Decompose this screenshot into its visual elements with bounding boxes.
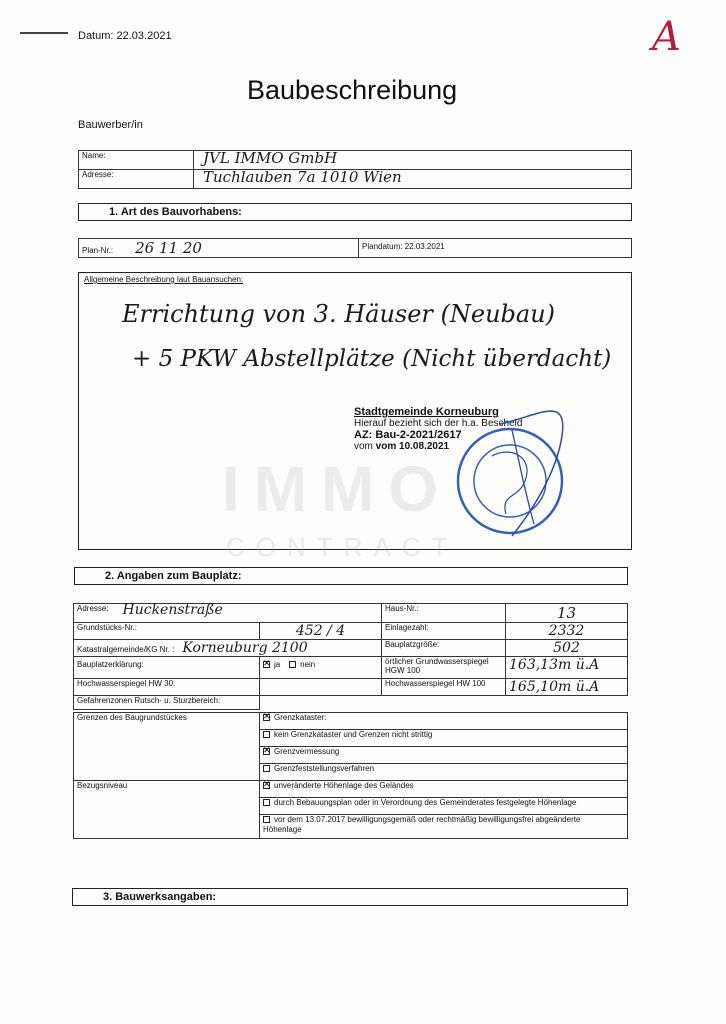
section-2-header: 2. Angaben zum Bauplatz: [74,567,628,585]
plan-value: 26 11 20 [135,239,202,257]
stamp-line-4: vom vom 10.08.2021 [354,441,450,452]
name-label: Name: [79,151,194,170]
bezug-opt-2: durch Bebauungsplan oder in Verordnung des Gemeinderates festgelegte Höhenlage [260,798,628,815]
grenzvermessung-checkbox[interactable] [263,748,270,755]
ez-label: Einlagezahl: [382,623,506,640]
kg-value: Korneuburg 2100 [182,640,308,656]
ez-value: 2332 [506,623,628,640]
hw100-label: Hochwasserspiegel HW 100 [382,679,506,696]
bebauungsplan-checkbox[interactable] [263,799,270,806]
adresse-label: Adresse: [74,604,260,623]
hw30-value [260,679,382,696]
boundary-table [73,712,628,839]
hausnr-label: Haus-Nr.: [382,604,506,623]
watermark-text: CONTRACT [226,532,459,562]
site-table [73,603,628,710]
bpe-label: Bauplatzerklärung: [74,657,260,679]
corner-mark: A [652,14,681,60]
vor-2017-checkbox[interactable] [263,816,270,823]
section-3-header: 3. Bauwerksangaben: [72,888,628,906]
approval-stamp [354,406,614,556]
bpe-options: ✕ ja nein [260,657,382,679]
bezug-label: Bezugsniveau [74,781,260,839]
description-line-2: + 5 PKW Abstellplätze (Nicht überdacht) [132,346,612,372]
plan-label: Plan-Nr.: [82,246,114,255]
section-1-header: 1. Art des Bauvorhabens: [78,203,632,221]
adresse-value: Huckenstraße [260,604,382,623]
plan-table [78,238,632,258]
grenzen-opt-4: Grenzfeststellungsverfahren [260,764,628,781]
kein-grenzkataster-checkbox[interactable] [263,731,270,738]
address-label: Adresse: [79,170,194,189]
address-value: Tuchlauben 7a 1010 Wien [194,170,632,189]
stamp-line-3: AZ: Bau-2-2021/2617 [354,429,462,441]
description-line-1: Errichtung von 3. Häuser (Neubau) [122,300,556,328]
grenzen-opt-2: kein Grenzkataster und Grenzen nicht strittig [260,730,628,747]
applicant-heading: Bauwerber/in [78,119,143,131]
date-label: Datum: 22.03.2021 [78,30,172,42]
kg-label: Katastralgemeinde/KG Nr. : Korneuburg 2100 [74,640,260,657]
bpg-label: Bauplatzgröße: [382,640,506,657]
stamp-line-2: Hierauf bezieht sich der h.a. Bescheid [354,418,523,429]
description-label: Allgemeine Beschreibung laut Bauansuchen: [84,275,244,284]
unveraendert-checkbox[interactable] [263,782,270,789]
plan-date: Plandatum: 22.03.2021 [359,239,632,258]
applicant-table [78,150,632,189]
page-title: Baubeschreibung [247,75,458,105]
gefahr-label: Gefahrenzonen Rutsch- u. Sturzbereich: [74,696,260,710]
gefahr-value [260,696,628,710]
grenzkataster-checkbox[interactable] [263,714,270,721]
hausnr-value: 13 [506,604,628,623]
nein-checkbox[interactable] [289,661,296,668]
ja-checkbox[interactable] [263,661,270,668]
scan-mark [20,32,68,34]
gw-label: örtlicher Grundwasserspiegel HGW 100 [382,657,506,679]
name-value: JVL IMMO GmbH [194,151,632,170]
seal-icon [440,396,580,546]
gst-value: 452 / 4 [260,623,382,640]
gw-value: 163,13m ü.A [506,657,628,679]
bezug-opt-1: ✕ unveränderte Höhenlage des Geländes [260,781,628,798]
bezug-opt-3: vor dem 13.07.2017 bewilligungsgemäß oder rechtmäßig bewilligungsfrei abgeänderte Höhenlage [260,815,628,839]
hw30-label: Hochwasserspiegel HW 30: [74,679,260,696]
grenzen-opt-3: ✕Grenzvermessung [260,747,628,764]
plan-cell [79,239,359,258]
hw100-value: 165,10m ü.A [506,679,628,696]
grenzfeststellung-checkbox[interactable] [263,765,270,772]
stamp-line-1: Stadtgemeinde Korneuburg [354,406,499,418]
gst-label: Grundstücks-Nr.: [74,623,260,640]
bpg-value: 502 [506,640,628,657]
grenzen-label: Grenzen des Baugrundstückes [74,713,260,781]
grenzen-opt-1: ✕ Grenzkataster: [260,713,628,730]
watermark-logo: IMMO [222,453,453,525]
